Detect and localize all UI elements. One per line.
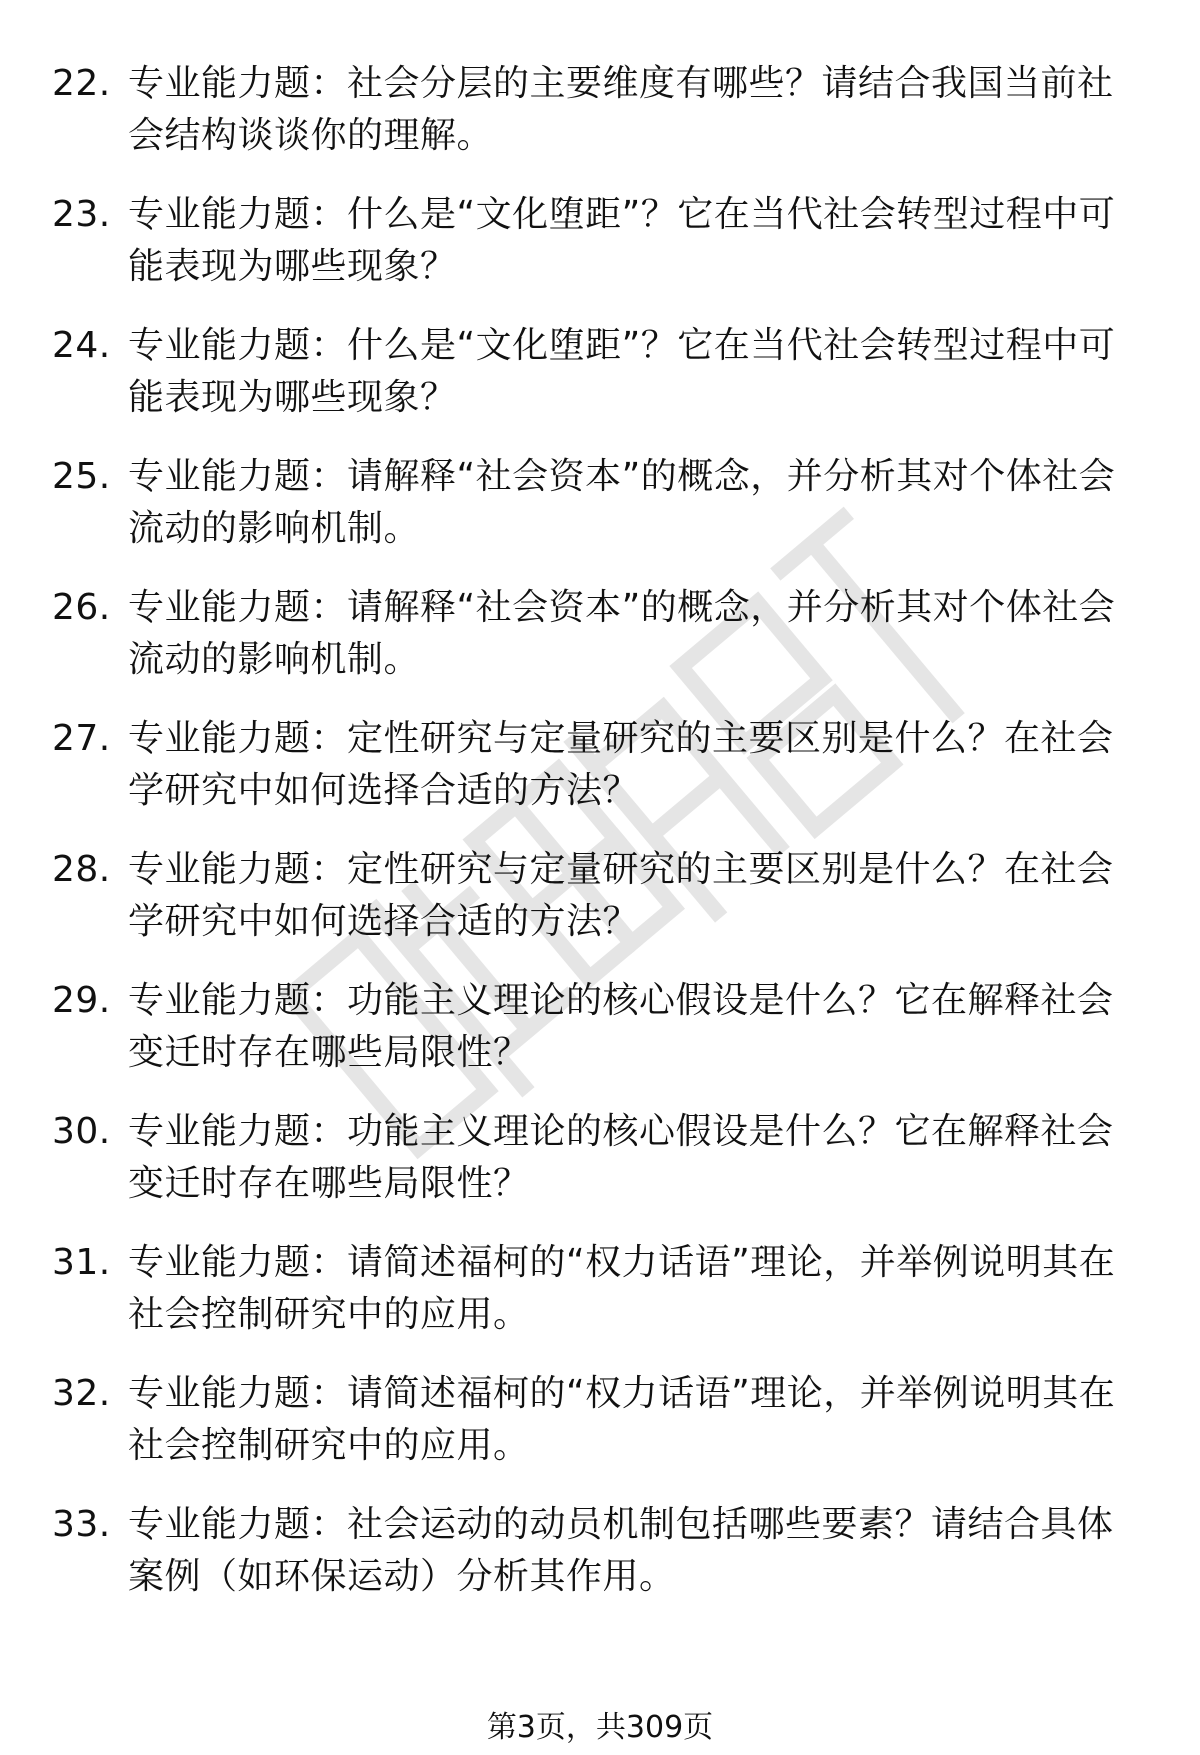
question-text: 专业能力题：定性研究与定量研究的主要区别是什么？在社会学研究中如何选择合适的方法？ bbox=[128, 718, 1114, 811]
question-item bbox=[52, 1368, 1142, 1499]
question-text: 专业能力题：社会分层的主要维度有哪些？请结合我国当前社会结构谈谈你的理解。 bbox=[128, 63, 1114, 156]
question-number: 25. bbox=[52, 456, 111, 497]
question-number: 29. bbox=[52, 980, 111, 1021]
question-text: 专业能力题：什么是“文化堕距”？它在当代社会转型过程中可能表现为哪些现象？ bbox=[128, 194, 1116, 287]
question-item bbox=[52, 1499, 1142, 1630]
question-number: 33. bbox=[52, 1504, 111, 1545]
question-text: 专业能力题：请解释“社会资本”的概念，并分析其对个体社会流动的影响机制。 bbox=[128, 587, 1116, 680]
question-item bbox=[52, 844, 1142, 975]
question-text: 专业能力题：定性研究与定量研究的主要区别是什么？在社会学研究中如何选择合适的方法？ bbox=[128, 849, 1114, 942]
question-item bbox=[52, 451, 1142, 582]
question-number: 31. bbox=[52, 1242, 111, 1283]
question-text: 专业能力题：功能主义理论的核心假设是什么？它在解释社会变迁时存在哪些局限性？ bbox=[128, 1111, 1114, 1204]
page-number: 第3页，共309页 bbox=[486, 1710, 714, 1745]
question-text: 专业能力题：请简述福柯的“权力话语”理论，并举例说明其在社会控制研究中的应用。 bbox=[128, 1242, 1116, 1335]
question-number: 22. bbox=[52, 63, 111, 104]
question-text: 专业能力题：功能主义理论的核心假设是什么？它在解释社会变迁时存在哪些局限性？ bbox=[128, 980, 1114, 1073]
question-item bbox=[52, 975, 1142, 1106]
question-item bbox=[52, 189, 1142, 320]
question-item bbox=[52, 582, 1142, 713]
question-item bbox=[52, 1237, 1142, 1368]
question-list bbox=[52, 58, 1142, 1630]
question-text: 专业能力题：请简述福柯的“权力话语”理论，并举例说明其在社会控制研究中的应用。 bbox=[128, 1373, 1116, 1466]
question-number: 28. bbox=[52, 849, 111, 890]
question-number: 32. bbox=[52, 1373, 111, 1414]
question-item bbox=[52, 1106, 1142, 1237]
question-number: 30. bbox=[52, 1111, 111, 1152]
question-item bbox=[52, 713, 1142, 844]
question-item bbox=[52, 320, 1142, 451]
question-item bbox=[52, 58, 1142, 189]
question-number: 27. bbox=[52, 718, 111, 759]
question-number: 26. bbox=[52, 587, 111, 628]
question-text: 专业能力题：请解释“社会资本”的概念，并分析其对个体社会流动的影响机制。 bbox=[128, 456, 1116, 549]
question-text: 专业能力题：什么是“文化堕距”？它在当代社会转型过程中可能表现为哪些现象？ bbox=[128, 325, 1116, 418]
question-number: 23. bbox=[52, 194, 111, 235]
question-text: 专业能力题：社会运动的动员机制包括哪些要素？请结合具体案例（如环保运动）分析其作用。 bbox=[128, 1504, 1114, 1597]
question-number: 24. bbox=[52, 325, 111, 366]
